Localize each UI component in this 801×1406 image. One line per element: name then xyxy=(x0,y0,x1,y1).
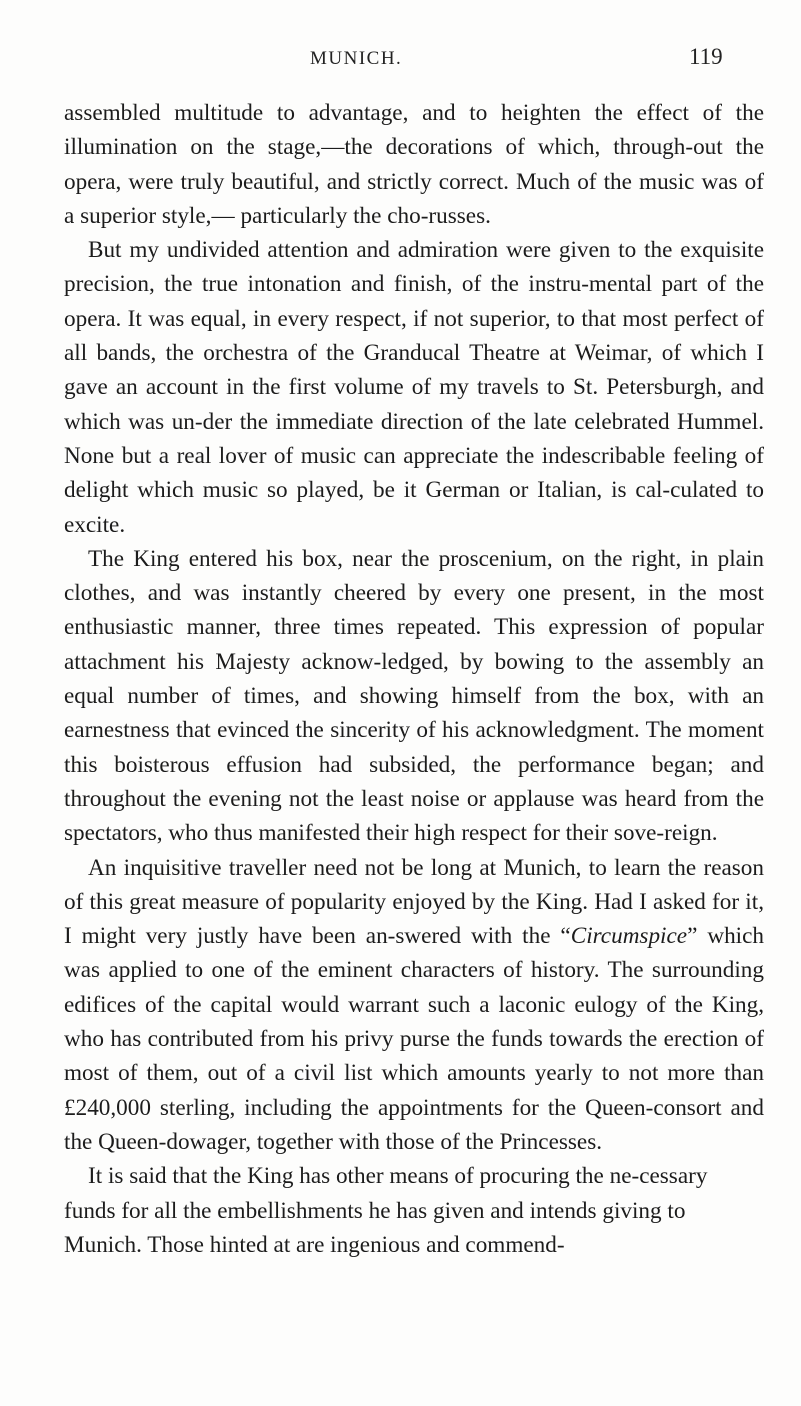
paragraph-4-text-before: An inquisitive traveller need not be long at Munich, to learn the reason of this great measure of popularity enjoyed by the King. Had I asked for it, I might very justly have been an-swered with the “ xyxy=(64,854,764,950)
paragraph-4-text-after: ” which was applied to one of the eminent characters of history. The surrounding edifices of the capital would warrant such a laconic eulogy of the King, who has contributed from his privy purse the funds towards the erection of most of them, out of a civil list which amounts yearly to not more than £240,000 sterling, including the appointments for the Queen-consort and the Queen-dowager, together with those of the Princesses. xyxy=(64,923,764,1155)
body-text xyxy=(64,96,764,1262)
paragraph-1: assembled multitude to advantage, and to heighten the effect of the illumination on the stage,—the decorations of which, through-out the opera, were truly beautiful, and strictly correct. Much of the music was of a superior style,— particularly the cho-russes. xyxy=(64,100,764,229)
paragraph-2: But my undivided attention and admiration were given to the exquisite precision, the true intonation and finish, of the instru-mental part of the opera. It was equal, in every respect, if not superior, to that most perfect of all bands, the orchestra of the Granducal Theatre at Weimar, of which I gave an account in the first volume of my travels to St. Petersburgh, and which was un-der the immediate direction of the late celebrated Hummel. None but a real lover of music can appreciate the indescribable feeling of delight which music so played, be it German or Italian, is cal-culated to excite. xyxy=(64,237,764,538)
paragraph-5: It is said that the King has other means of procuring the ne-cessary funds for all the embellishments he has given and intends giving to Munich. Those hinted at are ingenious and commend- xyxy=(64,1163,708,1258)
paragraph-3: The King entered his box, near the proscenium, on the right, in plain clothes, and was instantly cheered by every one present, in the most enthusiastic manner, three times repeated. This expression of popular attachment his Majesty acknow-ledged, by bowing to the assembly an equal number of times, and showing himself from the box, with an earnestness that evinced the sincerity of his acknowledgment. The moment this boisterous effusion had subsided, the performance began; and throughout the evening not the least noise or applause was heard from the spectators, who thus manifested their high respect for their sove-reign. xyxy=(64,545,764,847)
page-number: 119 xyxy=(689,44,723,69)
circumspice-italic: Circumspice xyxy=(570,923,688,950)
paragraph-4 xyxy=(64,851,764,1160)
running-head: MUNICH. xyxy=(310,48,403,69)
